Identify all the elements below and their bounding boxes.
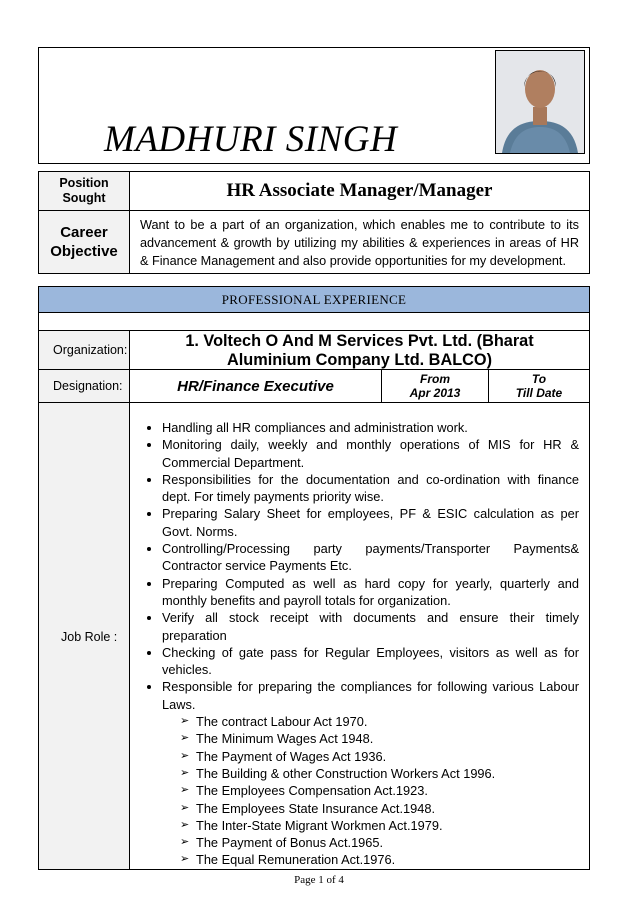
to-value: Till Date — [515, 386, 563, 400]
org-value-cell — [129, 330, 590, 370]
job-role-label: Job Role : — [61, 630, 118, 644]
designation-value: HR/Finance Executive — [177, 377, 334, 395]
position-label: Position Sought — [59, 176, 109, 205]
act-item: ➢ The Inter-State Migrant Workmen Act.1979. — [196, 817, 579, 834]
objective-label: Career Objective — [50, 224, 118, 260]
org-label: Organization: — [53, 343, 128, 357]
duty-item: • Handling all HR compliances and administration work. — [162, 419, 579, 436]
duty-item: • Responsible for preparing the compliances for following various Labour Laws. — [162, 678, 579, 713]
person-photo-icon — [495, 50, 585, 154]
to-label: To — [531, 372, 547, 386]
act-item: ➢ The contract Labour Act 1970. — [196, 713, 579, 730]
duty-item: • Preparing Salary Sheet for employees, PF & ESIC calculation as per Govt. Norms. — [162, 505, 579, 540]
page-footer — [0, 874, 638, 886]
experience-spacer-row — [38, 312, 590, 331]
from-value: Apr 2013 — [409, 386, 461, 400]
experience-section-header — [38, 286, 590, 313]
act-item: ➢ The Building & other Construction Workers Act 1996. — [196, 765, 579, 782]
objective-text-cell — [129, 210, 590, 274]
objective-text: Want to be a part of an organization, which enables me to contribute to its advancement & growth by utilizing my abilities & experiences in areas of HR & Finance Management and also provide opportunities for my development. — [140, 218, 579, 268]
act-item: ➢ The Equal Remuneration Act.1976. — [196, 851, 579, 868]
org-value: 1. Voltech O And M Services Pvt. Ltd. (Bharat Aluminium Company Ltd. BALCO) — [185, 332, 534, 369]
page-number: Page 1 of 4 — [294, 874, 344, 886]
position-value-cell — [129, 171, 590, 211]
org-label-cell — [38, 330, 130, 370]
designation-label: Designation: — [53, 379, 123, 393]
duty-item: • Preparing Computed as well as hard copy for yearly, quarterly and monthly benefits and payroll totals for organization. — [162, 575, 579, 610]
position-label-cell — [38, 171, 130, 211]
act-item: ➢ The Payment of Wages Act 1936. — [196, 748, 579, 765]
act-item: ➢ The Minimum Wages Act 1948. — [196, 730, 579, 747]
to-cell — [488, 369, 590, 403]
act-item: ➢ The Employees State Insurance Act.1948. — [196, 800, 579, 817]
duty-item: • Responsibilities for the documentation and co-ordination with finance dept. For timely payments priority wise. — [162, 471, 579, 506]
duty-item: • Verify all stock receipt with documents and ensure their timely preparation — [162, 609, 579, 644]
position-value: HR Associate Manager/Manager — [226, 180, 493, 201]
act-item: ➢ The Payment of Bonus Act.1965. — [196, 834, 579, 851]
objective-label-cell — [38, 210, 130, 274]
candidate-name: MADHURI SINGH — [104, 119, 398, 160]
duty-item: • Checking of gate pass for Regular Employees, visitors as well as for vehicles. — [162, 644, 579, 679]
designation-value-cell — [129, 369, 382, 403]
from-label: From — [420, 372, 450, 386]
job-role-content-cell — [129, 402, 590, 870]
from-cell — [381, 369, 489, 403]
act-item: ➢ The Employees Compensation Act.1923. — [196, 782, 579, 799]
designation-label-cell — [38, 369, 130, 403]
duty-item: • Monitoring daily, weekly and monthly operations of MIS for HR & Commercial Department. — [162, 436, 579, 471]
experience-section-title: PROFESSIONAL EXPERIENCE — [221, 291, 407, 307]
job-role-label-cell — [38, 402, 130, 870]
duty-item: • Controlling/Processing party payments/Transporter Payments& Contractor service Payments Etc. — [162, 540, 579, 575]
job-duties-list — [138, 419, 579, 713]
labour-acts-list — [164, 713, 579, 869]
